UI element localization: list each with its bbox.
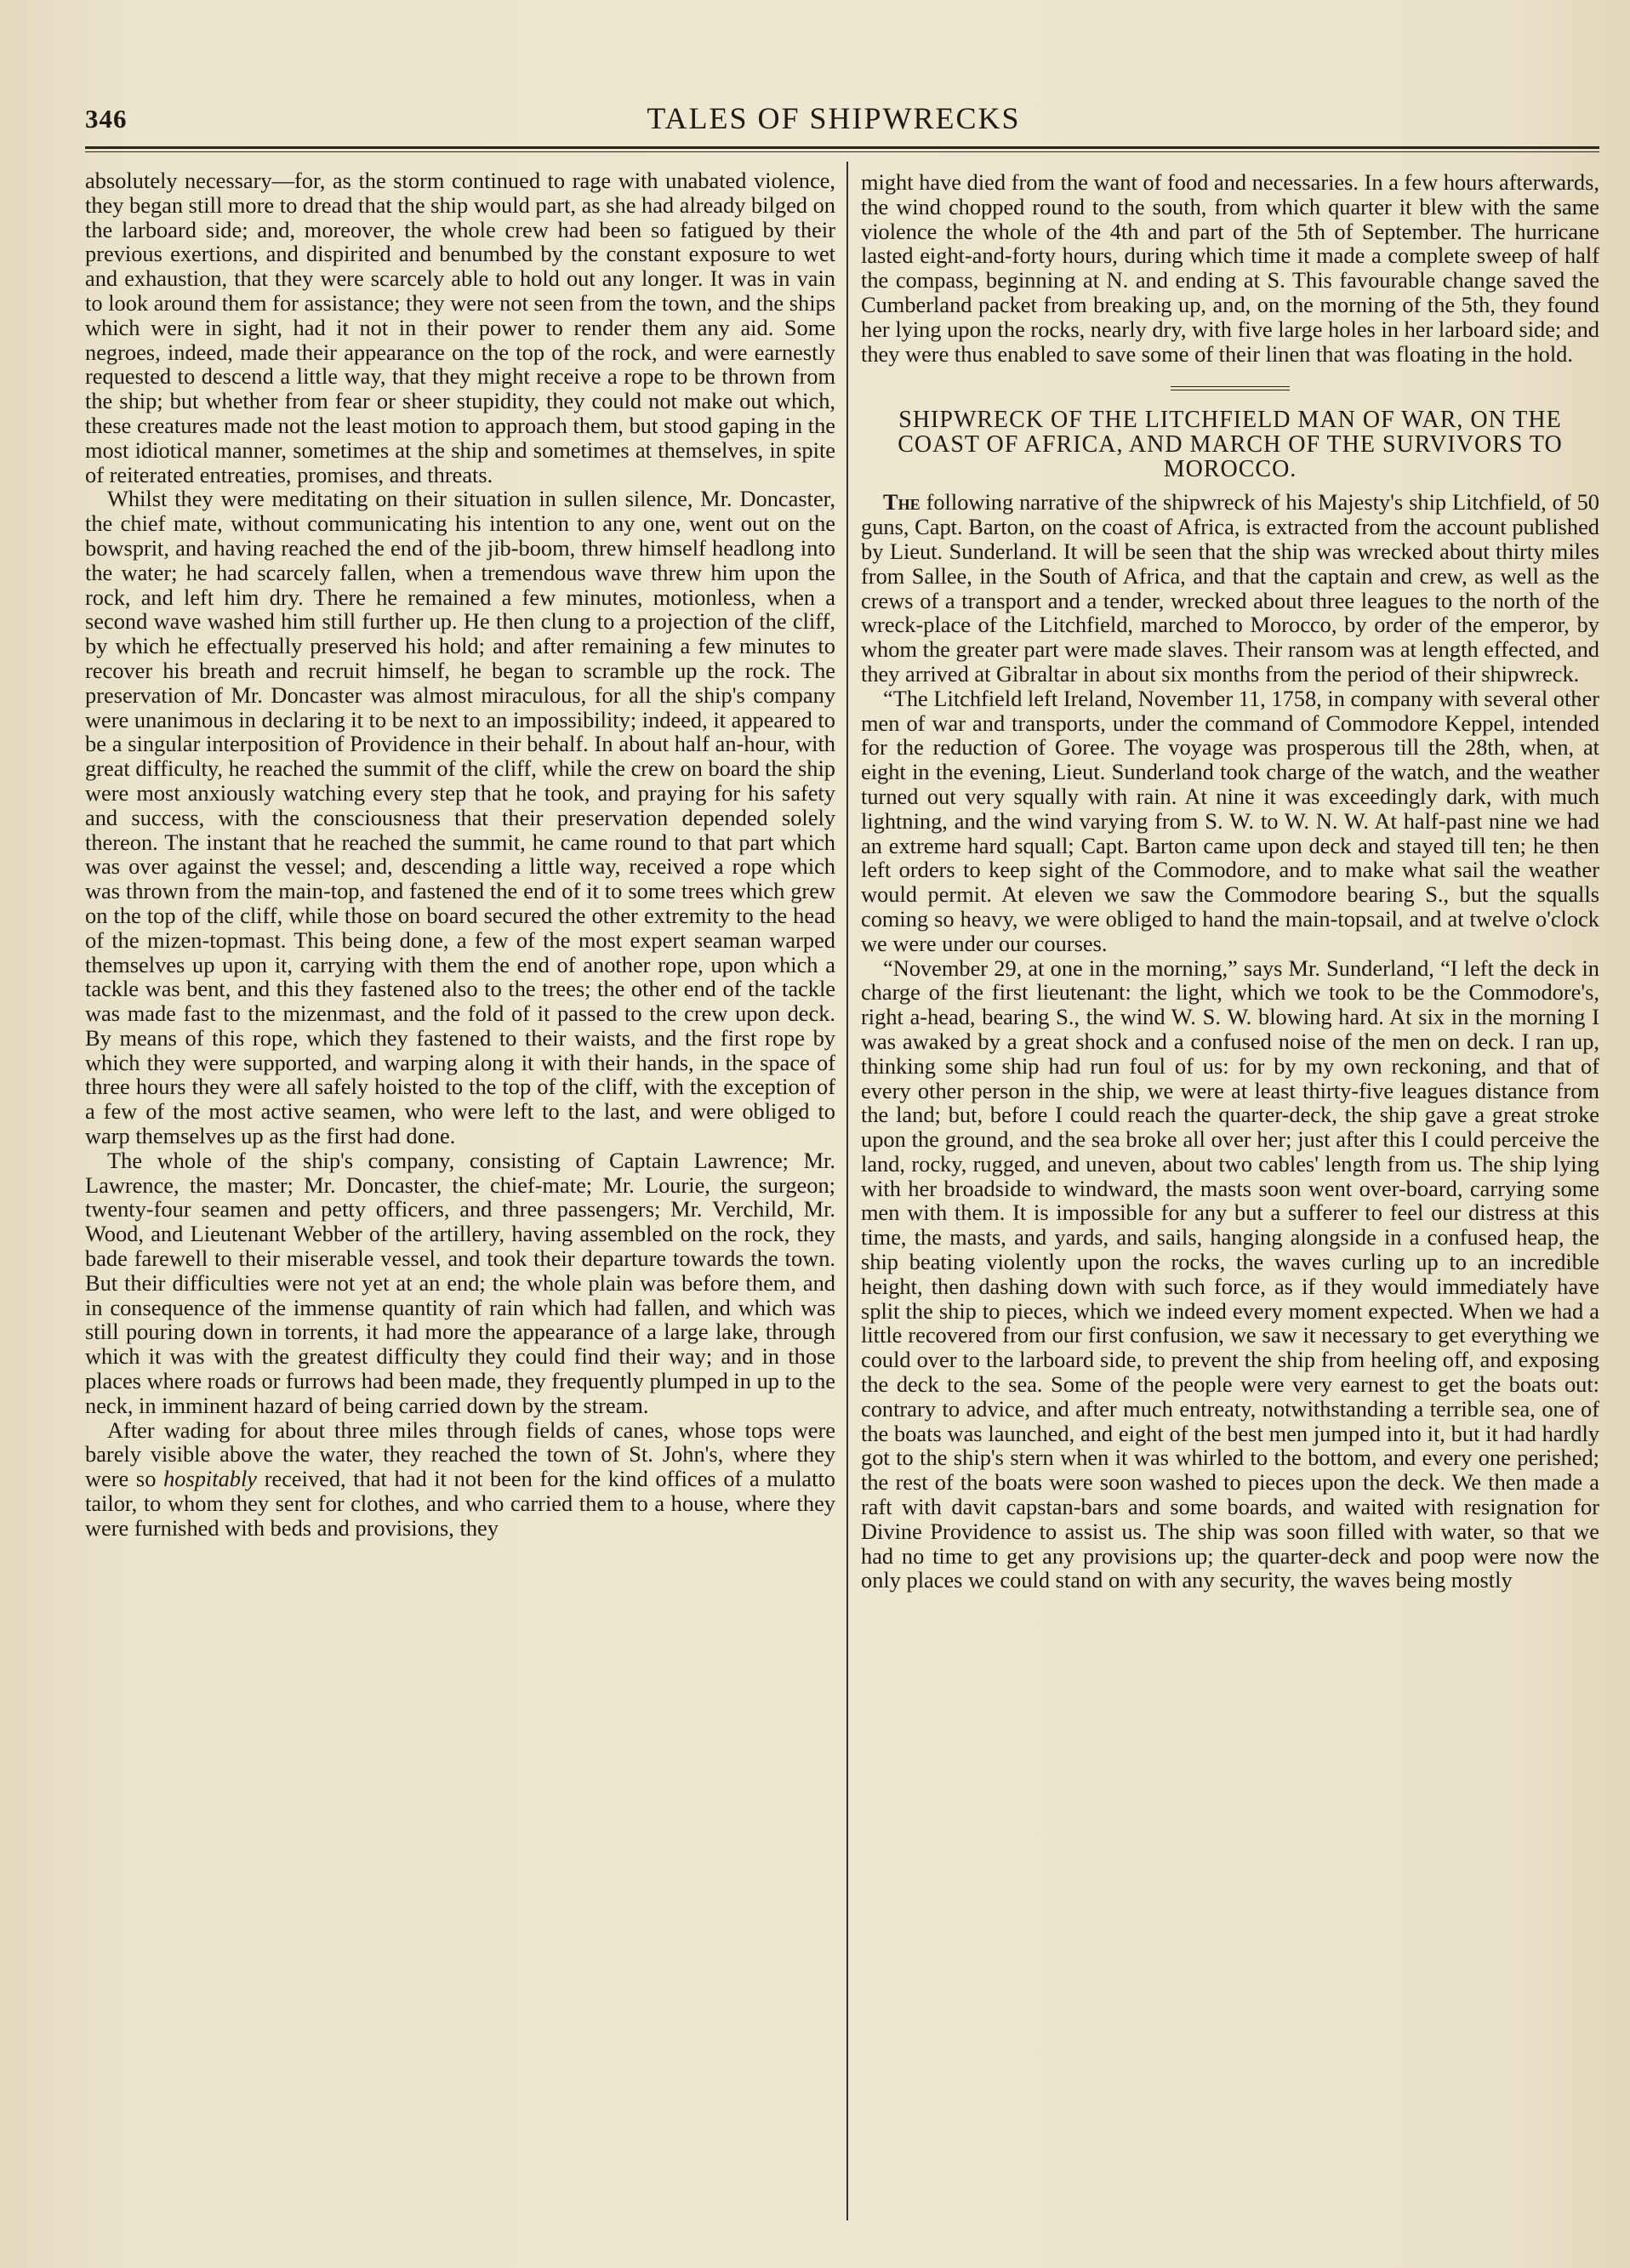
paragraph [85,1418,835,1541]
header-rule [85,146,1599,149]
lead-word: The [883,489,920,516]
section-heading: SHIPWRECK OF THE LITCHFIELD MAN OF WAR, ON THE COAST OF AFRICA, AND MARCH OF THE SURVIVORS TO MOROCCO. [898,407,1563,483]
paragraph: The whole of the ship's company, consisting of Captain Lawrence; Mr. Lawrence, the master; Mr. Doncaster, the chief-mate; Mr. Lourie, the surgeon; twenty-four seamen and petty officers, and three passengers; Mr. Verchild, Mr. Wood, and Lieutenant Webber of the artillery, having assembled on the rock, they bade farewell to their miserable vessel, and took their departure towards the town. But their difficulties were not yet at an end; the whole plain was before them, and in consequence of the immense quantity of rain which had fallen, and which was still pouring down in torrents, it had more the appearance of a large lake, through which it was with the greatest difficulty they could find their way; and in those places where roads or furrows had been made, they frequently plumped in up to the neck, in imminent hazard of being carried down by the stream. [85,1147,835,1418]
text-run: received, that had it not been for the kind offices of a mulatto tailor, to whom they sent for clothes, and who carried them to a house, where they were furnished with beds and provisions, they [85,1466,835,1541]
right-column [861,170,1599,1593]
paragraph [861,490,1599,686]
paragraph: absolutely necessary—for, as the storm continued to rage with unabated violence, they began still more to dread that the ship would part, as she had already bilged on the larboard side; and, moreover, the whole crew had been so fatigued by their previous exertions, and dispirited and benumbed by the constant exposure to wet and exhaustion, that they were scarcely able to hold out any longer. It was in vain to look around them for assistance; they were not seen from the town, and the ships which were in sight, had it not in their power to render them any aid. Some negroes, indeed, made their appearance on the top of the rock, and were earnestly requested to descend a little way, that they might receive a rope to be thrown from the ship; but whether from fear or sheer stupidity, they could not make out which, these creatures made not the least motion to approach them, but stood gaping in the most idiotical manner, sometimes at the ship and sometimes at themselves, in spite of reiterated entreaties, promises, and threats. [85,168,835,487]
page-header [85,100,1582,143]
left-column [85,168,835,1541]
italic-word: hospitably [163,1466,258,1492]
paragraph: “The Litchfield left Ireland, November 11, 1758, in company with several other men of war and transports, under the command of Commodore Keppel, intended for the reduction of Goree. The voyage was prosperous till the 28th, when, at eight in the evening, Lieut. Sunderland took charge of the watch, and the weather turned out very squally with rain. At nine it was exceedingly dark, with much lightning, and the wind varying from S. W. to W. N. W. At half-past nine we had an extreme hard squall; Capt. Barton came upon deck and stayed till ten; he then left orders to keep sight of the Commodore, and to make what sail the weather would permit. At eleven we saw the Commodore bearing S., but the squalls coming so heavy, we were obliged to hand the main-topsail, and at twelve o'clock we were under our courses. [861,685,1599,956]
section-divider [1171,386,1290,390]
text-run: After wading for about three miles through fields of canes, whose tops were barely visible above the water, they reached the town of St. John's, where they were so [85,1416,835,1492]
running-title: TALES OF SHIPWRECKS [647,101,1021,135]
paragraph: “November 29, at one in the morning,” says Mr. Sunderland, “I left the deck in charge of the first lieutenant: the light, which we took to be the Commodore's, right a-head, bearing S., the wind W. S. W. blowing hard. At six in the morning I was awaked by a great shock and a confused noise of the men on deck. I ran up, thinking some ship had run foul of us: for by my own reckoning, and that of every other person in the ship, we were at least thirty-five leagues distance from the land; but, before I could reach the quarter-deck, the ship gave a great stroke upon the ground, and the sea broke all over her; just after this I could perceive the land, rocky, rugged, and uneven, about two cables' length from us. The ship lying with her broadside to windward, the masts soon went over-board, carrying some men with them. It is impossible for any but a sufferer to feel our distress at this time, the masts, and yards, and sails, hanging alongside in a confused heap, the ship beating violently upon the rocks, the waves curling up to an incredible height, then dashing down with such force, as if they would immediately have split the ship to pieces, which we indeed every moment expected. When we had a little recovered from our first confusion, we saw it necessary to get everything we could over to the larboard side, to prevent the ship from heeling off, and exposing the deck to the sea. Some of the people were very earnest to get the boats out: contrary to advice, and after much entreaty, notwithstanding a terrible sea, one of the boats was launched, and eight of the best men jumped into it, but it had hardly got to the ship's stern when it was whirled to the bottom, and every one perished; the rest of the boats were soon washed to pieces upon the deck. We then made a raft with davit capstan-bars and some boards, and waited with resignation for Divine Providence to assist us. The ship was soon filled with water, so that we had no time to get any provisions up; the quarter-deck and poop were now the only places we could stand on with any security, the waves being mostly [861,954,1599,1593]
header-rule-thin [85,151,1599,152]
text-run: following narrative of the shipwreck of his Majesty's ship Litchfield, of 50 guns, Capt. Barton, on the coast of Africa, is extracted from the account published by Lieut. Sunderland. It will be seen that the ship was wrecked about thirty miles from Sallee, in the South of Africa, and that the captain and crew, as well as the crews of a transport and a tender, wrecked about three leagues to the north of the wreck-place of the Litchfield, marched to Morocco, by order of the emperor, by whom the greater part were made slaves. Their ransom was at length effected, and they arrived at Gibraltar in about six months from the period of their shipwreck. [861,489,1599,687]
page-number: 346 [85,104,128,134]
column-rule [846,162,848,2220]
paragraph: might have died from the want of food and necessaries. In a few hours afterwards, the wind chopped round to the south, from which quarter it blew with the same violence the whole of the 4th and part of the 5th of September. The hurricane lasted eight-and-forty hours, during which time it made a complete sweep of half the compass, beginning at N. and ending at S. This favourable change saved the Cumberland packet from breaking up, and, on the morning of the 5th, they found her lying upon the rocks, nearly dry, with five large holes in her larboard side; and they were thus enabled to save some of their linen that was floating in the hold. [861,169,1599,367]
paragraph: Whilst they were meditating on their situation in sullen silence, Mr. Doncaster, the chief mate, without communicating his intention to any one, went out on the bowsprit, and having reached the end of the jib-boom, threw himself headlong into the water; he had scarcely fallen, when a tremendous wave threw him upon the rock, and left him dry. There he remained a few minutes, motionless, when a second wave washed him still further up. He then clung to a projection of the cliff, by which he effectually preserved his hold; and after remaining a few minutes to recover his breath and recruit himself, he began to scramble up the rock. The preservation of Mr. Doncaster was almost miraculous, for all the ship's company were unanimous in declaring it to be next to an impossibility; indeed, it appeared to be a singular interposition of Providence in their behalf. In about half an-hour, with great difficulty, he reached the summit of the cliff, while the crew on board the ship were most anxiously watching every step that he took, and praying for his safety and success, with the consciousness that their preservation depended solely thereon. The instant that he reached the summit, he came round to that part which was over against the vessel; and, descending a little way, received a rope which was thrown from the main-top, and fastened the end of it to some trees which grew on the top of the cliff, while those on board secured the other extremity to the head of the mizen-topmast. This being done, a few of the most expert seaman warped themselves up upon it, carrying with them the end of another rope, upon which a tackle was bent, and this they fastened also to the trees; the other end of the tackle was made fast to the mizenmast, and the fold of it passed to the crew upon deck. By means of this rope, which they fastened to their waists, and the first rope by which they were supported, and warping along it with their hands, in the space of three hours they were all safely hoisted to the top of the cliff, with the exception of a few of the most active seamen, who were left to the last, and were obliged to warp themselves up as the first had done. [85,486,835,1149]
